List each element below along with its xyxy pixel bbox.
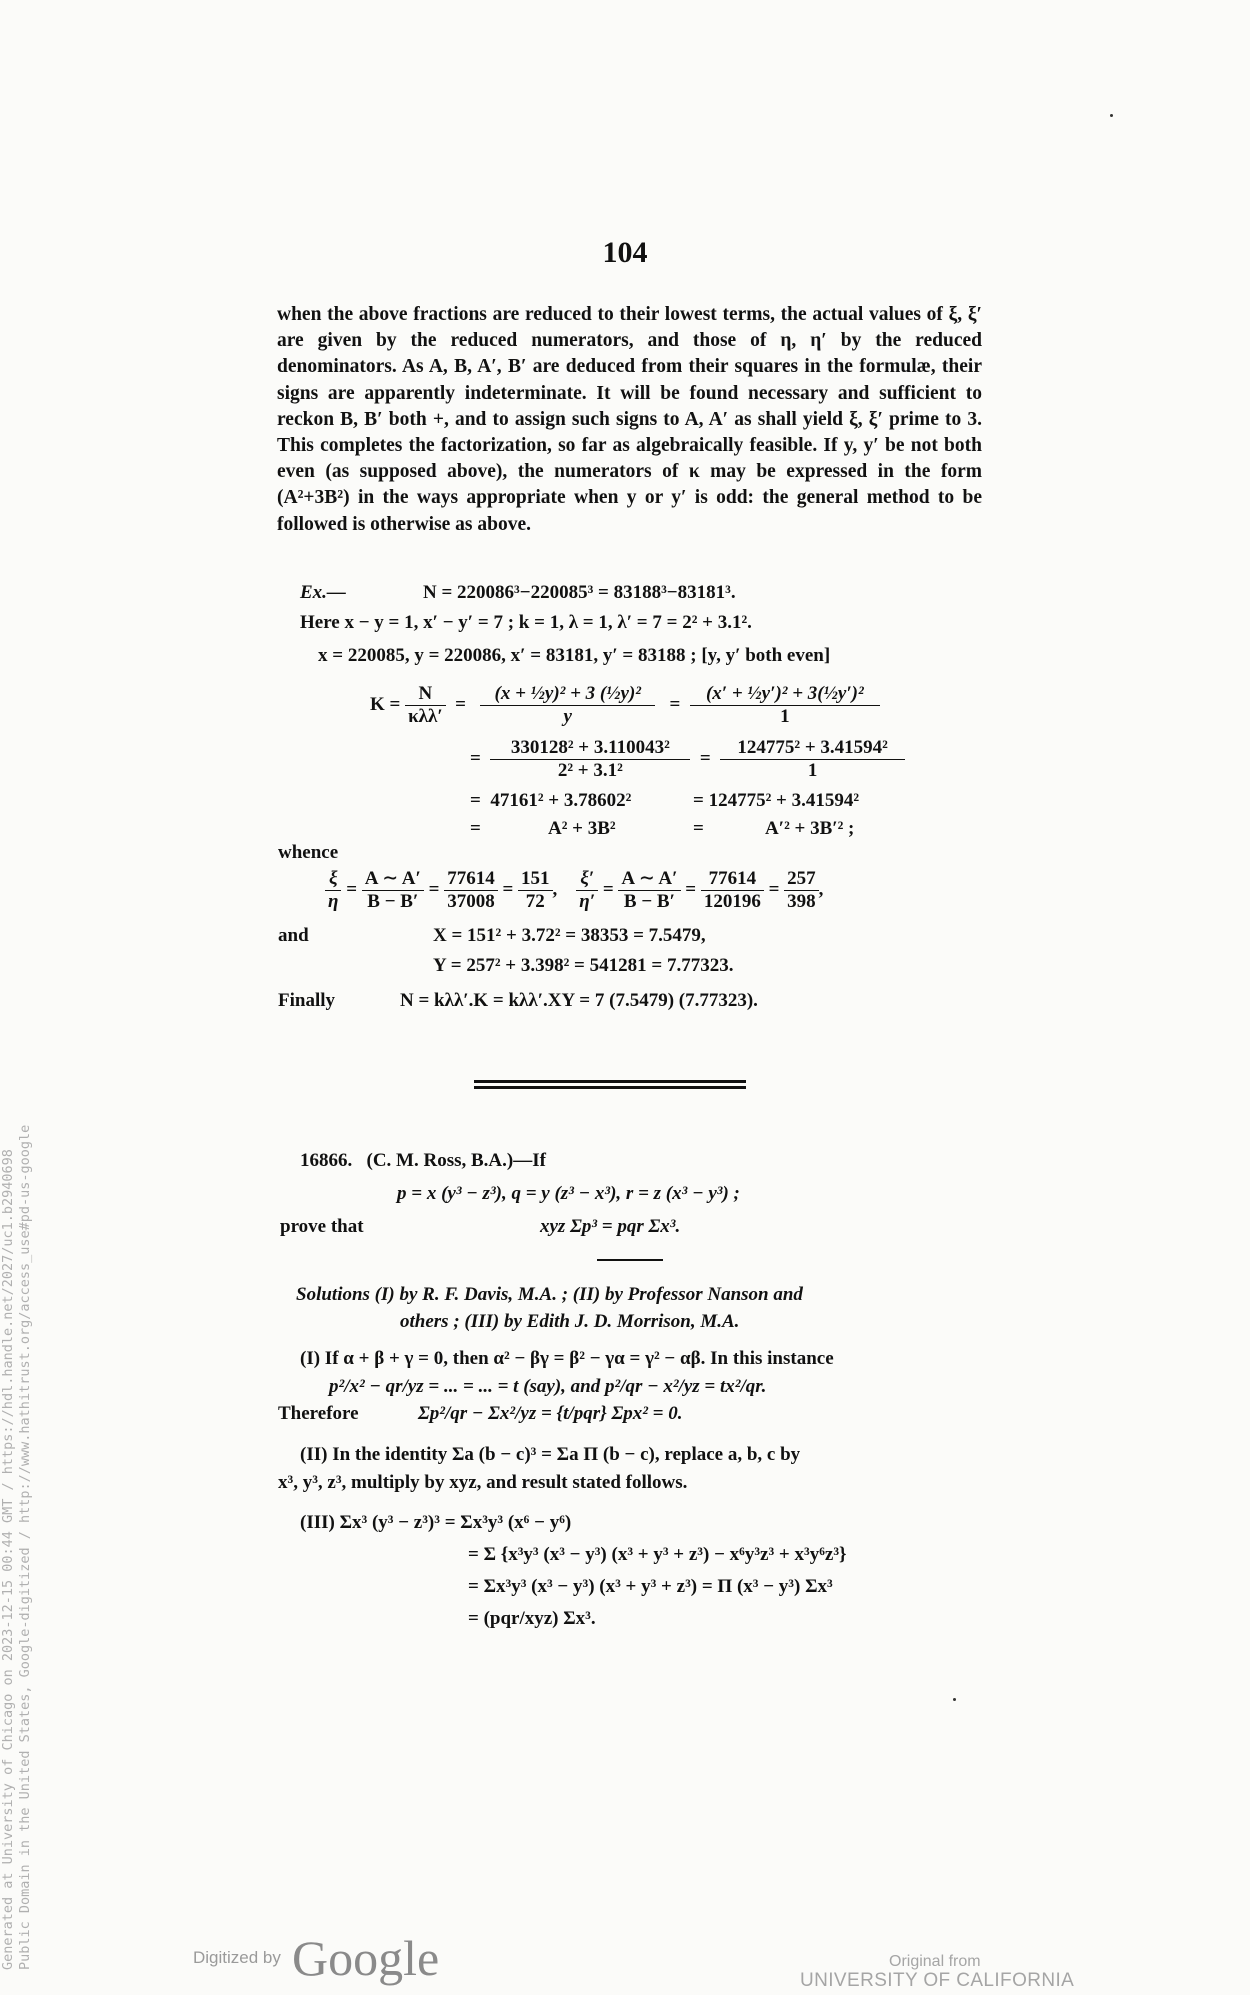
ratio-numerator-2: 151 bbox=[518, 868, 553, 891]
k-fraction-1-denominator: κλλ′ bbox=[408, 706, 443, 727]
intro-paragraph: when the above fractions are reduced to their lowest terms, the actual values of ξ, ξ′ are given by the reduced numerators, and those of η, η′ by the reduced denominators. As A, B, A′, B′ are deduced from their squares in the formulæ, their signs are apparently indeterminate. It will be found necessary and sufficient to reckon B, B′ both +, and to assign such signs to A, A′ as shall yield ξ, ξ′ prime to 3. This completes the factorization, so far as algebraically feasible. If y, y′ be not both even (as supposed above), the numerators of κ may be expressed in the form (A²+3B²) in the ways appropriate when y or y′ is odd: the general method to be followed is otherwise as above. bbox=[277, 304, 982, 535]
k-row-3-b: = 124775² + 3.41594² bbox=[693, 790, 860, 811]
k-lhs: K = bbox=[370, 693, 401, 715]
ratio-equation: $\frac{\xi}{\eta}$ = $\frac{A \sim A'}{B - B'}$ = $\frac{77614}{37008}$ = $\frac{151}{72}$ , $\frac{\xi'}{\eta'}$ = $\frac{A \sim A'}{B - B'}$ = $\frac{77614}{120196}$ = $\frac{257}{398}$ , bbox=[325, 868, 823, 913]
k-row-4-b: A′² + 3B′² ; bbox=[765, 818, 855, 839]
original-from-label: Original from bbox=[889, 1953, 981, 1970]
y-line: Y = 257² + 3.398² = 541281 = 7.77323. bbox=[433, 955, 734, 976]
k-equation-row-2: = $\frac{\text{330128² + 3.110043²}}{\text{2² + 3.1²}}$ = $\frac{\text{124775² + 3.41594²}}{1}$ bbox=[470, 737, 905, 782]
k-fraction-2-denominator: y bbox=[563, 706, 572, 727]
solution-I-line-1: (I) If α + β + γ = 0, then α² − βγ = β² − γα = γ² − αβ. In this instance bbox=[300, 1348, 834, 1369]
solution-III-line-2: = Σ {x³y³ (x³ − y³) (x³ + y³ + z³) − x⁶y³z³ + x³y⁶z³} bbox=[468, 1544, 847, 1565]
finally-label: Finally bbox=[278, 990, 336, 1011]
example-line-3: x = 220085, y = 220086, x′ = 83181, y′ = 83188 ; [y, y′ both even] bbox=[318, 645, 831, 666]
page-number: 104 bbox=[602, 236, 648, 269]
university-label: UNIVERSITY OF CALIFORNIA bbox=[800, 1970, 1075, 1991]
xi-prime-over-eta-prime bbox=[576, 868, 598, 913]
xi: ξ bbox=[325, 868, 341, 891]
solutions-heading-1: Solutions (I) by R. F. Davis, M.A. ; (II) by Professor Nanson and bbox=[296, 1284, 803, 1305]
ratio-fraction-1 bbox=[444, 868, 498, 913]
final-line: N = kλλ′.K = kλλ′.XY = 7 (7.5479) (7.77323). bbox=[400, 990, 758, 1011]
ratio-fraction-4 bbox=[784, 868, 819, 913]
solution-I-therefore: Therefore bbox=[278, 1403, 359, 1424]
k-fraction-2-numerator: (x + ½y)² + 3 (½y)² bbox=[480, 683, 655, 706]
solution-II-line-1: (II) In the identity Σa (b − c)³ = Σa Π (b − c), replace a, b, c by bbox=[300, 1444, 801, 1465]
k-row-2-fraction-2 bbox=[720, 737, 905, 782]
k-fraction-2 bbox=[480, 683, 655, 728]
ratio-denominator-4: 398 bbox=[787, 891, 816, 912]
example-line-2: Here x − y = 1, x′ − y′ = 7 ; k = 1, λ = 1, λ′ = 7 = 2² + 3.1². bbox=[300, 612, 752, 633]
ratio-numerator-4: 257 bbox=[784, 868, 819, 891]
problem-heading bbox=[300, 1150, 546, 1172]
b-diff-2: B − B′ bbox=[623, 891, 675, 912]
k-row-2-denominator-1: 2² + 3.1² bbox=[557, 760, 623, 781]
k-fraction-3-numerator: (x′ + ½y′)² + 3(½y′)² bbox=[690, 683, 880, 706]
solution-I-line-2: p²/x² − qr/yz = ... = ... = t (say), and p²/qr − x²/yz = tx²/qr. bbox=[329, 1376, 767, 1397]
solution-divider bbox=[597, 1259, 663, 1261]
a-diff: A ∼ A′ bbox=[362, 868, 424, 891]
k-row-2-fraction-1 bbox=[490, 737, 690, 782]
problem-number: 16866. bbox=[300, 1150, 353, 1171]
a-diff-2: A ∼ A′ bbox=[618, 868, 680, 891]
section-divider-bottom bbox=[474, 1086, 746, 1089]
eta: η bbox=[328, 891, 339, 912]
solution-I-line-3: Σp²/qr − Σx²/yz = {t/pqr} Σpx² = 0. bbox=[418, 1403, 683, 1424]
speck bbox=[1110, 114, 1113, 117]
a-diff-over-b-diff bbox=[362, 868, 424, 913]
and-label: and bbox=[278, 925, 309, 946]
k-fraction-1 bbox=[405, 683, 446, 728]
k-equation-row-3: = 47161² + 3.78602² bbox=[470, 790, 632, 811]
watermark-line-1: Generated at University of Chicago on 2023-12-15 00:44 GMT / https://hdl.handle.net/2027/uc1.b2940698 bbox=[0, 1149, 16, 1970]
k-fraction-3 bbox=[690, 683, 880, 728]
watermark-line-2: Public Domain in the United States, Google-digitized / http://www.hathitrust.org/access_use#pd-us-google bbox=[17, 1124, 33, 1970]
ratio-denominator-1: 37008 bbox=[447, 891, 495, 912]
prove-label: prove that bbox=[280, 1216, 364, 1237]
example-line-1: N = 220086³−220085³ = 83188³−83181³. bbox=[423, 582, 736, 603]
k-equation-row-1: K = $\frac{N}{\text{κλλ′}}$ = $\frac{\text{(x + ½y)² + 3 (½y)²}}{y}$ = $\frac{\text{(x′ + ½y′)² + 3(½y′)²}}{1}$ bbox=[370, 683, 880, 728]
ratio-fraction-2 bbox=[518, 868, 553, 913]
example-label: Ex.— bbox=[300, 582, 346, 603]
b-diff: B − B′ bbox=[367, 891, 419, 912]
solution-III-line-4: = (pqr/xyz) Σx³. bbox=[468, 1608, 596, 1629]
k-row-2-numerator-2: 124775² + 3.41594² bbox=[720, 737, 905, 760]
speck bbox=[953, 1698, 956, 1701]
eta-prime: η′ bbox=[579, 891, 596, 912]
ratio-denominator-2: 72 bbox=[525, 891, 545, 912]
k-row-4-eq: = bbox=[693, 818, 704, 839]
x-line: X = 151² + 3.72² = 38353 = 7.5479, bbox=[433, 925, 706, 946]
k-row-2-denominator-2: 1 bbox=[807, 760, 818, 781]
problem-definitions: p = x (y³ − z³), q = y (z³ − x³), r = z (x³ − y³) ; bbox=[397, 1183, 740, 1204]
k-equation-row-4: = bbox=[470, 818, 481, 839]
ratio-numerator-3: 77614 bbox=[701, 868, 764, 891]
problem-author: (C. M. Ross, B.A.)—If bbox=[366, 1150, 546, 1171]
k-row-2-numerator-1: 330128² + 3.110043² bbox=[490, 737, 690, 760]
whence-label: whence bbox=[278, 842, 339, 863]
prove-equation: xyz Σp³ = pqr Σx³. bbox=[540, 1216, 681, 1237]
google-logo: Google bbox=[292, 1930, 440, 1986]
xi-over-eta bbox=[325, 868, 341, 913]
margin-watermark bbox=[0, 1125, 34, 1970]
k-fraction-1-numerator: N bbox=[405, 683, 446, 706]
solutions-heading-2: others ; (III) by Edith J. D. Morrison, M.A. bbox=[400, 1311, 740, 1332]
solution-III-line-3: = Σx³y³ (x³ − y³) (x³ + y³ + z³) = Π (x³ − y³) Σx³ bbox=[468, 1576, 833, 1597]
ratio-denominator-3: 120196 bbox=[703, 891, 761, 912]
k-row-4-a: A² + 3B² bbox=[548, 818, 616, 839]
k-row-3-a: 47161² + 3.78602² bbox=[490, 790, 632, 811]
xi-prime: ξ′ bbox=[576, 868, 598, 891]
solution-III-line-1: (III) Σx³ (y³ − z³)³ = Σx³y³ (x⁶ − y⁶) bbox=[300, 1512, 572, 1533]
digitized-by-label: Digitized by bbox=[193, 1948, 281, 1967]
a-diff-over-b-diff-2 bbox=[618, 868, 680, 913]
ratio-numerator-1: 77614 bbox=[444, 868, 498, 891]
ratio-fraction-3 bbox=[701, 868, 764, 913]
k-fraction-3-denominator: 1 bbox=[780, 706, 790, 727]
section-divider-top bbox=[474, 1080, 746, 1083]
solution-II-line-2: x³, y³, z³, multiply by xyz, and result stated follows. bbox=[278, 1472, 688, 1493]
